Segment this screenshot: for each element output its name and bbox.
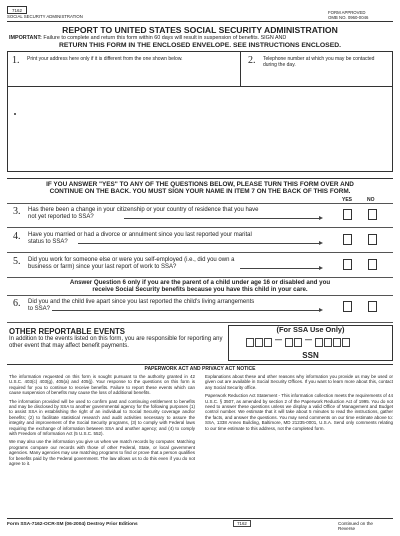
other-events-title: OTHER REPORTABLE EVENTS xyxy=(9,327,125,336)
question-6-note-rule xyxy=(7,277,393,278)
question-5-text xyxy=(28,257,328,271)
address-section xyxy=(7,51,393,172)
return-instruction: RETURN THIS FORM IN THE ENCLOSED ENVELOPE. SEE INSTRUCTIONS ENCLOSED. xyxy=(58,42,342,49)
question-3-text xyxy=(28,207,328,221)
question-4-number: 4. xyxy=(13,231,21,242)
form-approved xyxy=(328,10,368,20)
important-text: Failure to complete and return this form within 60 days will result in suspension of benefits. SIGN AND xyxy=(41,35,287,41)
ssn-dash: — xyxy=(305,337,312,344)
item-2-number: 2. xyxy=(248,55,256,66)
question-5-number: 5. xyxy=(13,256,21,267)
other-events-rule xyxy=(7,322,393,323)
question-3-line-1: Has there been a change in your citizenship or your country of residence that you have xyxy=(28,207,259,213)
continued-on-reverse: Continued on the Reverse xyxy=(338,521,373,532)
item-1-number: 1. xyxy=(12,55,20,66)
privacy-paragraph: We may also use the information you give us when we match records by computer. Matching programs compare our records with those of other Federal, State, or local government agencies. Many agencies may use matching programs to find or prove that a person qualifies for benefits paid by the Federal government. The law allows us to do this even if you do not agree to it. xyxy=(9,439,195,467)
ssn-cell[interactable] xyxy=(246,338,254,347)
question-5-arrow-icon xyxy=(319,266,323,270)
question-4-line-2: status to SSA? xyxy=(28,239,68,246)
privacy-paragraph: The information requested on this form is sought pursuant to the authority granted in 42 U.S.C. 403(c) 403(g), 405(a) and 405(j). Your response to the questions on this form is required for you to continue to receive benefits. Failure to report these events which can cause suspension of benefits may cause the loss of additional benefits. xyxy=(9,374,195,396)
privacy-right-column xyxy=(205,374,393,434)
question-4-no-checkbox[interactable] xyxy=(368,234,377,245)
question-4-leader xyxy=(78,243,320,244)
other-events-text: In addition to the events listed on this form, you are responsible for reporting any other event that may affect benefit payments. xyxy=(9,336,223,349)
question-3-no-checkbox[interactable] xyxy=(368,209,377,220)
form-number-footer: Form SSA-7162-OCR-SM (06-2004) Destroy Prior Editions xyxy=(7,522,138,527)
question-3-line-2: not yet reported to SSA? xyxy=(28,214,94,221)
paperwork-statement: Paperwork Reduction Act Statement - This information collection meets the requirements of 44 U.S.C. § 3507, as amended by section 2 of the Paperwork Reduction Act of 1995. You do not need to answer these questions unless we display a valid Office of Management and Budget control number. We estimate that it will take about 5 minutes to read the instructions, gather the facts, and answer the questions. You may send comments on our time estimate above to: SSA, 1338 Annex Building, Baltimore, MD 21235-0001, U.S.A. Send only comments relating to our time estimate to this address, not the completed form. xyxy=(205,393,394,431)
privacy-heading: PAPERWORK ACT AND PRIVACY ACT NOTICE xyxy=(144,366,256,372)
question-5-line-1: Did you work for someone else or were you self-employed (i.e., did you own a xyxy=(28,257,235,263)
yes-instructions-line-1: IF YOU ANSWER "YES" TO ANY OF THE QUESTIONS BELOW, PLEASE TURN THIS FORM OVER AND xyxy=(46,181,354,188)
ssn-dash: — xyxy=(275,337,282,344)
question-6-leader xyxy=(52,310,320,311)
question-3-arrow-icon xyxy=(319,216,323,220)
question-6-no-checkbox[interactable] xyxy=(368,301,377,312)
question-5-no-checkbox[interactable] xyxy=(368,259,377,270)
question-3-rule xyxy=(7,203,393,204)
question-6-line-1: Did you and the child live apart since you last reported the child's living arrangements xyxy=(28,299,255,305)
question-6-yes-checkbox[interactable] xyxy=(343,301,352,312)
header-rule xyxy=(7,21,393,22)
question-4-line-1: Have you married or had a divorce or annulment since you last reported your marital xyxy=(28,232,252,238)
footer-form-code: 7162 xyxy=(233,520,251,527)
item-2-phone-field[interactable]: Telephone number at which you may be contacted during the day. xyxy=(263,56,375,68)
question-3-number: 3. xyxy=(13,206,21,217)
ssn-cell[interactable] xyxy=(264,338,272,347)
question-5-yes-checkbox[interactable] xyxy=(343,259,352,270)
yes-column-header: YES xyxy=(342,197,353,203)
yes-instructions-line-2: CONTINUE ON THE BACK. YOU MUST SIGN YOUR NAME IN ITEM 7 ON THE BACK OF THIS FORM. xyxy=(49,188,351,196)
question-4-text xyxy=(28,232,328,246)
item-1-address-field[interactable]: Print your address here only if it is different from the one shown below. xyxy=(27,56,183,62)
question-5-rule xyxy=(7,252,393,253)
question-4-rule xyxy=(7,227,393,228)
question-6-number: 6. xyxy=(13,298,21,309)
question-6-note xyxy=(7,279,393,293)
important-label: IMPORTANT: xyxy=(9,35,42,41)
question-5-leader xyxy=(240,268,320,269)
question-4-yes-checkbox[interactable] xyxy=(343,234,352,245)
agency-name: SOCIAL SECURITY ADMINISTRATION xyxy=(7,14,83,19)
privacy-paragraph: The information provided will be used to confirm past and continuing entitlement to benefits and may be disclosed by SSA to another governmental agency for the following purposes (1) to assist SSA in establishing the right of an individual to Social Security coverage and/or benefits; (2) to facilitate statistical research and audit activities necessary to assure the integrity and improvement of the Social Security programs, (3) to comply with Federal laws requiring the exchange of information between SSA and another agency; and (4) to comply with Freedom of Information Act (5 U.S.C. 552). xyxy=(9,398,195,437)
yes-instructions xyxy=(7,178,393,197)
privacy-paragraph: Explanations about these and other reasons why information you provide us may be used or given out are available in Social Security Offices. If you want to learn more about this, contact any Social Security office. xyxy=(205,374,393,390)
ssn-cell[interactable] xyxy=(285,338,293,347)
approved-label: FORM APPROVED xyxy=(328,10,366,15)
question-3-leader xyxy=(124,218,320,219)
question-6-text xyxy=(28,299,328,313)
no-column-header: NO xyxy=(367,197,375,203)
question-5-line-2: business or farm) since your last report of work to SSA? xyxy=(28,264,177,271)
privacy-rule xyxy=(7,364,393,365)
question-3-yes-checkbox[interactable] xyxy=(343,209,352,220)
address-phone-divider xyxy=(240,51,241,86)
address-section-rule xyxy=(7,86,393,87)
question-6-arrow-icon xyxy=(319,308,323,312)
question-4-arrow-icon xyxy=(319,241,323,245)
question-6-note-line-2: receive Social Security benefits because you have this child in your care. xyxy=(92,286,308,294)
ssn-label: SSN xyxy=(302,351,319,360)
ssn-cell[interactable] xyxy=(324,338,332,347)
omb-number: OMB NO. 0960-0046 xyxy=(328,15,369,20)
ssa-use-title: (For SSA Use Only) xyxy=(276,325,345,334)
form-code-box: 7162 xyxy=(7,6,27,14)
ssn-cell[interactable] xyxy=(315,338,323,347)
question-6-rule xyxy=(7,295,393,296)
footer-rule xyxy=(7,518,393,519)
privacy-left-column xyxy=(9,374,195,470)
question-6-line-2: to SSA? xyxy=(28,306,51,313)
address-marker-dot xyxy=(14,113,16,115)
ssn-cell[interactable] xyxy=(294,338,302,347)
form-title: REPORT TO UNITED STATES SOCIAL SECURITY ADMINISTRATION xyxy=(62,25,338,35)
ssn-cell[interactable] xyxy=(342,338,350,347)
question-6-note-line-1: Answer Question 6 only if you are the parent of a child under age 16 or disabled and you xyxy=(69,279,331,286)
ssn-cell[interactable] xyxy=(255,338,263,347)
ssn-cell[interactable] xyxy=(333,338,341,347)
important-notice xyxy=(9,35,393,41)
